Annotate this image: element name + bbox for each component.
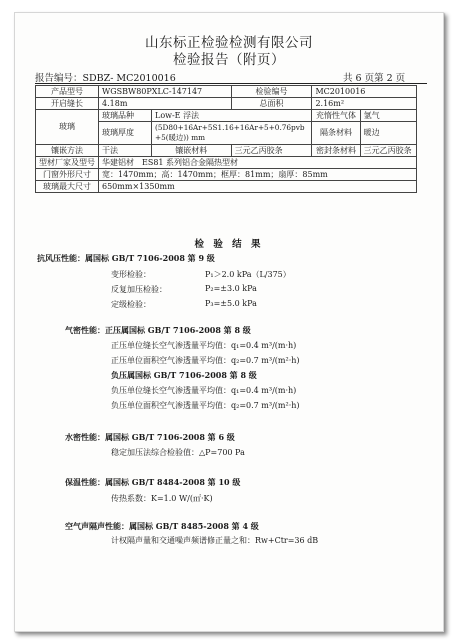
gas-value: 氩气 <box>360 110 416 122</box>
model-value: WGSBW80PXLC-147147 <box>99 86 232 98</box>
air-pos-line-1: 正压单位缝长空气渗透量平均值：q₁=0.4 m³/(m·h) <box>111 341 297 350</box>
glass-label: 玻璃 <box>36 110 99 145</box>
glass-type-value: Low-E 浮法 <box>152 110 312 122</box>
air-neg-line-2: 负压单位面积空气渗透量平均值：q₂=0.7 m³/(m²·h) <box>111 401 300 410</box>
glass-type-label: 玻璃品种 <box>99 110 152 122</box>
header-rule <box>35 83 427 84</box>
spacer-label: 隔条材料 <box>312 122 360 145</box>
profile-value: 华建铝材 ES81 系列铝合金隔热型材 <box>99 157 417 169</box>
wind-line-2-value: P₂=±3.0 kPa <box>205 284 257 293</box>
sound-line: 计权隔声量和交通噪声频谱修正量之和：Rw+Ctr=36 dB <box>111 536 319 545</box>
air-title: 气密性能：正压属国标 GB/T 7106-2008 第 8 级 <box>65 325 251 335</box>
area-label: 总面积 <box>231 98 312 110</box>
product-info-table <box>35 85 417 193</box>
max-glass-label: 玻璃最大尺寸 <box>36 181 99 193</box>
wind-title: 抗风压性能：属国标 GB/T 7106-2008 第 9 级 <box>37 253 215 263</box>
thickness-value <box>152 122 312 145</box>
wind-line-1-value: P₁＞2.0 kPa（L/375） <box>205 270 291 279</box>
org-name: 山东标正检验检测有限公司 <box>145 35 313 51</box>
wind-line-3-value: P₃=±5.0 kPa <box>205 299 257 308</box>
test-no-label: 检验编号 <box>231 86 312 98</box>
air-pos-line-2: 正压单位面积空气渗透量平均值：q₂=0.7 m³/(m²·h) <box>111 356 300 365</box>
model-label: 产品型号 <box>36 86 99 98</box>
air-neg-line-1: 负压单位缝长空气渗透量平均值：q₁=0.4 m³/(m·h) <box>111 386 297 395</box>
thickness-label: 玻璃厚度 <box>99 122 152 145</box>
test-no-value: MC2010016 <box>312 86 417 98</box>
form-label: 门窗外形尺寸 <box>36 169 99 181</box>
seal-value: 三元乙丙胶条 <box>360 145 416 157</box>
profile-label: 型材厂家及型号 <box>36 157 99 169</box>
thickness-line-2: +5(暖边)) mm <box>155 133 206 142</box>
thickness-line-1: (5D80+16Ar+5S1.16+16Ar+5+0.76pvb <box>155 123 305 132</box>
water-title: 水密性能：属国标 GB/T 7106-2008 第 6 级 <box>65 432 235 442</box>
gas-label: 充惰性气体 <box>312 110 360 122</box>
report-title: 检验报告（附页） <box>173 52 285 68</box>
page-indicator: 共 6 页第 2 页 <box>343 73 406 84</box>
seam-value: 4.18m <box>99 98 232 110</box>
air-neg-title: 负压属国标 GB/T 7106-2008 第 8 级 <box>111 370 257 380</box>
glazing-value: 干法 <box>99 145 152 157</box>
glazing-mat-label: 镶嵌材料 <box>152 145 232 157</box>
seam-label: 开启缝长 <box>36 98 99 110</box>
results-heading: 检 验 结 果 <box>194 239 264 250</box>
sound-title: 空气声隔声性能：属国标 GB/T 8485-2008 第 4 级 <box>65 521 259 531</box>
report-page <box>14 12 444 632</box>
seal-label: 密封条材料 <box>312 145 360 157</box>
wind-line-3-label: 定级检验： <box>111 300 151 309</box>
thermal-line: 传热系数：K=1.0 W/(㎡·K) <box>111 494 213 503</box>
thermal-title: 保温性能：属国标 GB/T 8484-2008 第 10 级 <box>65 477 241 487</box>
spacer-value: 暖边 <box>360 122 416 145</box>
report-number: 报告编号：SDBZ- MC2010016 <box>35 73 176 84</box>
max-glass-value: 650mm×1350mm <box>99 181 417 193</box>
glazing-mat-value: 三元乙丙胶条 <box>231 145 312 157</box>
wind-line-1-label: 变形检验： <box>111 270 151 279</box>
form-value: 宽：1470mm；高：1470mm；框厚：81mm；扇厚：85mm <box>99 169 417 181</box>
water-line: 稳定加压法综合检验值：△P=700 Pa <box>111 448 245 457</box>
area-value: 2.16m² <box>312 98 417 110</box>
glazing-label: 镶嵌方法 <box>36 145 99 157</box>
wind-line-2-label: 反复加压检验： <box>111 285 167 294</box>
